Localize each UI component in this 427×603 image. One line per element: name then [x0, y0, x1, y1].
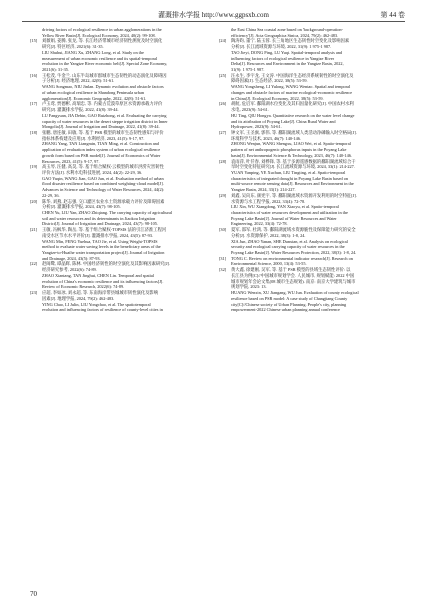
reference-line: 高玉琴, 汪健, 高昊, 等. 基于组合赋权-云模型的城市洪涝灾害韧性 [42, 164, 164, 170]
reference-line: YUAN Yanping, YE Xuchun, LIU Tingting, et al. Spatio-temporal [231, 169, 346, 175]
reference-line: application of evaluation index system of urban ecological resilience [42, 147, 161, 153]
reference-line: 2021(6): 31-35. [42, 67, 69, 73]
reference-line: of urban ecological resilience in Shandong Peninsula urban [42, 89, 145, 95]
reference-line: Yangtze Basin, 2024, 33(1): 214-227. [231, 187, 296, 193]
journal-header: 灌溉排水学报 http://www.ggpsxb.com [158, 11, 269, 19]
reference-entry [219, 256, 400, 267]
reference-line: 卢玉莺, 贾德彬, 高瑞忠, 等. 内蒙古荒漠草原区水资源承载力评价 [42, 101, 163, 107]
reference-line: GAO Yuqin, WANG Jian, GAO Jun, et al. Evaluation method of urban [42, 175, 164, 181]
reference-line: in China[J]. Ecological Economy, 2022, 38(5): 53-59. [231, 95, 324, 101]
reference-line: 子分析[J]. 经济地理, 2022, 42(8): 51-61. [42, 78, 115, 84]
reference-line: Mongolia[J]. Journal of Irrigation and Drainage, 2022, 41(8): 39-44. [42, 124, 160, 130]
reference-line: 长江县为例[C]//中国城市规划学会. 人民城市, 规划赋能: 2022 中国 [231, 272, 355, 278]
reference-number: [21] [30, 227, 38, 233]
reference-line: District[J]. Journal of Irrigation and Drainage, 2024, 43(7): 98-105. [42, 221, 158, 227]
reference-line: 陶涛昀, 董宁, 陆玉蓉. 长三角地区生态韧性时空变化及影响因素 [231, 38, 350, 44]
reference-line: empowerment-2022 Chinese urban planning annual conference [231, 307, 340, 313]
reference-line: Poyang Lake Basin[J]. Journal of Water Resources and Water [231, 215, 337, 221]
reference-text [42, 199, 211, 228]
reference-text [231, 73, 400, 102]
reference-entry [219, 159, 400, 193]
reference-entry [219, 193, 400, 227]
reference-line: 环境科学与技术, 2023, 46(7): 140-146. [231, 135, 301, 141]
reference-text [42, 101, 211, 130]
reference-line: 31(9): 1 975-1 987. [231, 67, 265, 73]
reference-number: [16] [30, 72, 38, 78]
reference-line: Hydropower, 2023(9): 54-61. [231, 124, 282, 130]
reference-line: evolution of China's economic resilience and its influencing factors[J]. [42, 278, 164, 284]
reference-text [42, 38, 211, 72]
reference-number: [26] [219, 101, 227, 107]
reference-number: [28] [219, 158, 227, 164]
reference-entry [30, 101, 211, 130]
reference-text [231, 193, 400, 227]
reference-line: and Drainage, 2024, 43(5): 87-93. [42, 255, 101, 261]
reference-line: 汪永生, 李宇龙, 王文涛. 中国海洋生态经济系统韧性的时空演化及 [231, 72, 354, 78]
reference-line: 钟文军, 王圣旗, 郭伟, 等. 鄱阳湖流域人类活动净磷输入时空格局[J]. [231, 129, 357, 135]
reference-entry [219, 267, 400, 313]
reference-line: WANG Min, FENG Yuehua, TAO Jie, et al. Using Weight-TOPSIS [42, 238, 158, 244]
reference-number: [27] [219, 129, 227, 135]
reference-line: 刘薇娟, 姜腾, 张龙, 等. 长江经济带城市经济韧性测度及时空演化 [42, 38, 163, 44]
reference-line: evolution in the Yangtze River economic belt[J]. Special Zone Economy, [42, 61, 168, 67]
reference-text [42, 27, 211, 38]
reference-line: 分析[J]. 水资源保护, 2022, 38(3): 1-8, 24. [231, 232, 306, 238]
reference-line: ZHAO Xiantang, TAN Jinghui, CHEN Lin. Temporal and spatial [42, 272, 154, 278]
reference-text [42, 290, 211, 313]
reference-line: 刘鑫, 吴向东, 颜宪宇, 等. 鄱阳湖流域水资源开发利用的时空特征[J]. [231, 192, 357, 198]
reference-line: changes and obstacle factors of marine ecological-economic resilience [231, 89, 353, 95]
reference-entry [219, 227, 400, 256]
reference-line: capacity of water resources in the desert steppe irrigation district in Inner [42, 118, 168, 124]
reference-number: [20] [30, 198, 38, 204]
header-rule [22, 21, 405, 22]
reference-line: 南受水区节水水平评价[J]. 灌溉排水学报, 2024, 43(5): 87-93. [42, 232, 153, 238]
reference-line: city[C]//Chinese society of Urban Planning. People's city, planning [231, 301, 347, 307]
reference-line: 王松茂, 牛金兰. 山东半岛城市群城市生态韧性的动态演化及障碍因 [42, 72, 167, 78]
reference-text [231, 256, 400, 267]
reference-text [231, 267, 400, 313]
reference-line: 赵闽鹭, 谭晶辉, 陈林. 中国经济韧性的时空演化及其影响因素研究[J]. [42, 261, 171, 267]
reference-line: 指标体系构建及应用[J]. 水利经济, 2023, 41(5): 9-17, 97. [42, 135, 145, 141]
reference-line: 夏军, 邵军, 杜鸿, 等. 鄱阳湖流域水资源脆性及保障能力研究的安全 [231, 227, 356, 233]
reference-line: evolution and influencing factors of resilience of county-level cities in [42, 307, 163, 313]
reference-line: XIA Jun, ZHAO Yanan, SHE Dunxian, et al. Analysis on ecological [231, 238, 348, 244]
reference-line: 应超, 李如冰, 刘永超, 等. 东南海岸带县城城市韧性演化及影响 [42, 290, 159, 296]
reference-line: characteristics of water resources development and utilization in the [231, 210, 348, 215]
reference-line: the East China Sea coastal zone based on 'background-operation- [231, 27, 343, 32]
reference-text [42, 227, 211, 261]
reference-entry [219, 101, 400, 130]
reference-line: 城市规划年会论文集(08 城市生态规划). 南京: 南京大学建筑与城市 [231, 278, 356, 284]
reference-line: 评价方法[J]. 水利水电科技进展, 2024, 44(2): 22-29, 36. [42, 169, 143, 175]
reference-entry [219, 73, 400, 102]
reference-entry [30, 227, 211, 261]
reference-line: Engineering, 2022, 33(4): 72-78. [231, 221, 288, 227]
reference-line: 分析[J]. 灌溉排水学报, 2024, 43(7): 98-105. [42, 204, 121, 210]
reference-line: basin[J]. Environmental Science & Technology, 2023, 46(7): 140-146. [231, 152, 352, 158]
reference-line: Yellow River Basin[J]. Ecological Economy, 2024, 40(2): 99-108. [42, 32, 156, 38]
reference-entry [219, 27, 400, 38]
reference-line: 胡航, 危启军. 鄱阳湖水位变化及其归因量化研究[J]. 中国农村水利 [231, 101, 354, 107]
reference-line: resilience based on PSR model: A case study of Changjiang County [231, 295, 348, 301]
volume-label: 第 44 卷 [380, 11, 405, 19]
reference-text [42, 164, 211, 198]
reference-line: 研究[J]. 特区经济, 2021(6): 31-35. [42, 44, 104, 50]
reference-line: 陈华, 刘燕, 赵志强. 交口灌区农业水土资源承载力评价及障碍因素 [42, 198, 165, 204]
reference-line: Environmental Science, 2000, 13(4): 53-55. [231, 261, 307, 267]
reference-line: measurement of urban economic resilience and its spatial-temporal [42, 55, 158, 61]
reference-line: 因素[J]. 地理学报, 2024, 79(2): 462-483. [42, 295, 115, 301]
reference-line: 分析[J]. 长江流域资源与环境, 2022, 31(9): 1 975-1 987. [231, 44, 332, 50]
reference-line: 水电, 2023(9): 54-61. [231, 107, 269, 113]
reference-text [231, 159, 400, 193]
reference-number: [31] [219, 255, 227, 261]
reference-number: [24] [219, 38, 227, 44]
reference-line: LIU Xin, WU Xiangdong, YAN Xiaoyu, et al. Spatio-temporal [231, 204, 339, 210]
reference-line: Poyang Lake Basin[J]. Water Resources Protection, 2022, 38(3): 1-8, 24. [231, 250, 357, 256]
left-reference-column [30, 27, 211, 313]
right-reference-column [219, 27, 400, 313]
reference-line: LU Fangyuan, JIA Debin, GAO Ruizhong, et al. Evaluating the carrying [42, 112, 167, 118]
reference-text [42, 73, 211, 102]
reference-text [231, 101, 400, 130]
reference-number: [25] [219, 72, 227, 78]
reference-number: [32] [219, 267, 227, 273]
reference-text [42, 261, 211, 290]
reference-line: influencing factors of ecological resilience in Yangtze River [231, 55, 335, 61]
reference-text [231, 27, 400, 38]
reference-text [231, 227, 400, 256]
reference-number: [17] [30, 101, 38, 107]
reference-line: and its attribution of Poyang Lake[J]. China Rural Water and [231, 118, 336, 124]
reference-line: HUANG Wenxin, XU Jiangang, WU Jun. Evaluation of county ecological [231, 290, 359, 296]
reference-number: [18] [30, 129, 38, 135]
reference-number: [23] [30, 290, 38, 296]
reference-entry [30, 261, 211, 290]
reference-line: 袁雨萍, 叶仟春, 刘桦锋, 等. 基于多源遥感数据的鄱阳湖流域综合干 [231, 158, 356, 164]
reference-number: [15] [30, 38, 38, 44]
reference-line: security and ecological carrying capacity of water resources in the [231, 244, 345, 250]
reference-entry [219, 38, 400, 72]
reference-line: multi-source remote sensing data[J]. Resources and Environment in the [231, 181, 354, 187]
reference-line: WANG Yongsheng, LI Yulong, WANG Wentao. Spatial and temporal [231, 84, 351, 90]
reference-line: LIU Shuhui, JIANG Xu, ZHANG Long, et al. Study on the [42, 49, 144, 55]
reference-entry [30, 199, 211, 228]
reference-entry [219, 130, 400, 159]
reference-line: TAO Jieyi, DONG Ping, LU Yuqi. Spatial-temporal analysis and [231, 49, 343, 55]
reference-line: 黄大鑫, 徐建刚, 吴军, 等. 基于 PSR 模型的县域生态韧性评价: 以 [231, 267, 351, 273]
reference-number: [22] [30, 261, 38, 267]
reference-entry [30, 38, 211, 72]
reference-line: 张鹏, 唐连敏, 田敏, 等. 基于 PSR 模型的城市生态韧性感知与评价 [42, 129, 164, 135]
reference-line: soil and water resources and its determinants in Jiaokou Irrigation [42, 215, 156, 221]
reference-number: [30] [219, 227, 227, 233]
reference-line: CHEN Yu, LIU Yan, ZHAO Zhiqiang. The carrying capacity of agricultural [42, 210, 173, 215]
reference-line: Delta[J]. Resources and Environment in the Yangtze Basin, 2022, [231, 61, 344, 67]
reference-line: agglomeration[J]. Economic Geography, 2022, 42(8): 51-61. [42, 95, 147, 101]
reference-entry [30, 164, 211, 198]
reference-entry [30, 130, 211, 164]
reference-line: 经济研究参考, 2022(6): 74-89. [42, 267, 97, 273]
reference-line: 水资源与水工程学报, 2022, 33(4): 72-78. [231, 198, 306, 204]
reference-line: 障碍因素[J]. 生态经济, 2022, 38(5): 53-59. [231, 78, 308, 84]
reference-line: characteristics of integrated drought in Poyang Lake Basin based on [231, 175, 349, 181]
reference-line: flood disaster resilience based on combined weighting-cloud model[J]. [42, 181, 164, 187]
reference-entry [30, 290, 211, 313]
reference-line: Yangtze-to-Huaihe water transportation project[J]. Journal of Irrigation [42, 250, 165, 256]
reference-line: 22-29, 36. [42, 192, 60, 198]
reference-line: TONG C. Review on environmental indicator research[J]. Research on [231, 255, 353, 261]
reference-line: growth form based on PSR model[J]. Journal of Economics of Water [42, 152, 161, 158]
reference-line: WANG Songmao, NIU Jinlan. Dynamic evolution and obstacle factors [42, 84, 164, 90]
reference-line: ZHONG Wenjun, WANG Shengxu, LIAO Wei, et al. Spatio-temporal [231, 141, 351, 147]
reference-line: driving factors of ecological resilience in urban agglomerations in the [42, 27, 162, 32]
reference-line: efficiency'[J]. Acta Geographica Sinica, 2024, 79(2): 462-483. [231, 32, 339, 38]
reference-line: 旱时空变化特征研究[J]. 长江流域资源与环境, 2024, 33(1): 214-227. [231, 164, 355, 170]
reference-text [231, 130, 400, 159]
reference-line: pattern of net anthropogenic phosphorus inputs in the Poyang Lake [231, 147, 347, 153]
reference-line: Review of Economic Research, 2022(6): 74-89. [42, 284, 125, 290]
reference-line: 研究[J]. 灌溉排水学报, 2022, 41(8): 39-44. [42, 107, 119, 113]
reference-line: YING Chao, LI Julin, LIU Yongchao, et al. The spatiotemporal [42, 301, 151, 307]
reference-text [42, 130, 211, 164]
reference-line: Resources, 2023, 41(5): 9-17, 97. [42, 158, 100, 164]
reference-line: ZHANG Yang, TAN Liangmin, TIAN Ming, et al. Construction and [42, 141, 159, 147]
reference-entry [30, 73, 211, 102]
reference-line: method to evaluate water saving levels in the beneficiary areas of the [42, 244, 161, 250]
reference-text [231, 38, 400, 72]
page-number: 70 [30, 590, 37, 598]
reference-line: 王敏, 冯枫华, 陶岳, 等. 基于组合赋权-TOPSIS 法的引江济淮工程河 [42, 227, 167, 233]
reference-number: [29] [219, 192, 227, 198]
reference-entry [30, 27, 211, 38]
reference-line: 规划学院, 2023: 13. [231, 284, 267, 290]
reference-line: Advances in Science and Technology of Water Resources, 2024, 44(2): [42, 187, 165, 193]
reference-number: [19] [30, 164, 38, 170]
reference-line: HU Ting, QIU Hongya. Quantitative research on the water level change [231, 112, 355, 118]
